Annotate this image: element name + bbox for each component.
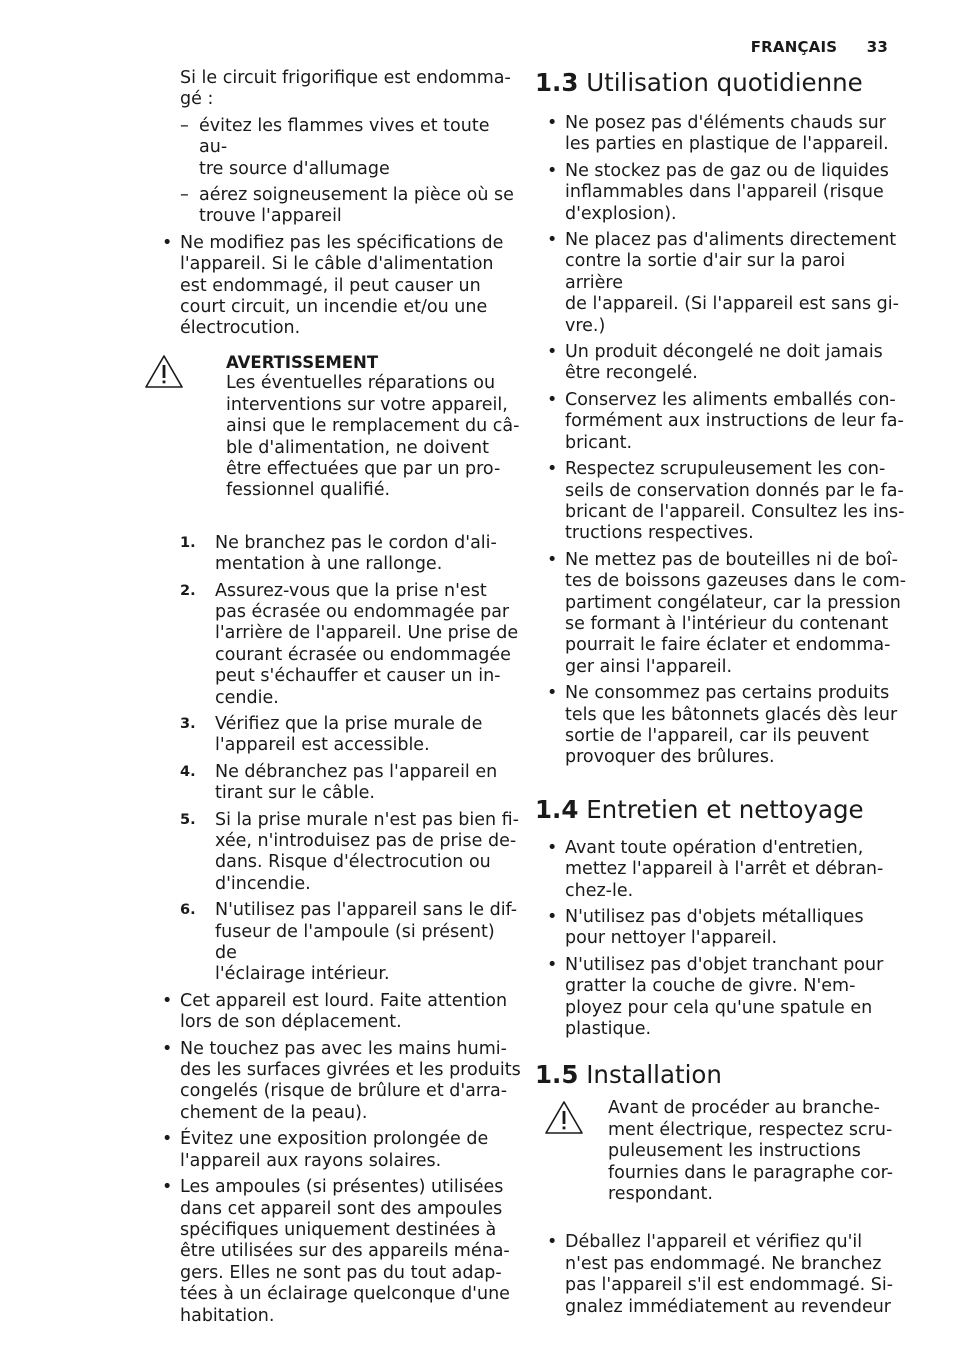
section-title: Utilisation quotidienne [586, 68, 863, 97]
warning-title: AVERTISSEMENT [226, 352, 379, 372]
header-language: FRANÇAIS [750, 38, 838, 56]
numbered-item [150, 533, 522, 576]
section-title: Installation [586, 1060, 722, 1090]
bullet-item: • Ne consommez pas certains produits tels que les bâtonnets glacés dès leur sortie de l'appareil, car ils peuvent provoquer des brûlures. [547, 683, 898, 768]
dash-item-text: évitez les flammes vives et toute au- tre source d'allumage [199, 115, 490, 179]
item-number: 2. [180, 582, 196, 599]
numbered-item [150, 581, 522, 709]
section-heading-1-5 [535, 1060, 907, 1090]
section-title: Entretien et nettoyage [586, 794, 864, 824]
section-heading-1-3 [535, 68, 907, 98]
numbered-item [150, 900, 522, 986]
bullet-item: • Cet appareil est lourd. Faite attention lors de son déplacement. [162, 990, 508, 1033]
bullet-text: Ne touchez pas avec les mains humi- des les surfaces givrées et les produits congelés (risque de brûlure et d'arra- chement de la peau). [180, 1038, 521, 1123]
bullet-item: • Ne modifiez pas les spécifications de l'appareil. Si le câble d'alimentation est endommagé, il peut causer un court circuit, un incendie et/ou une électrocution. [162, 232, 504, 339]
bullet-item: • N'utilisez pas d'objets métalliques pour nettoyer l'appareil. [547, 907, 864, 949]
bullet-text: Déballez l'appareil et vérifiez qu'il n'est pas endommagé. Ne branchez pas l'appareil s'il est endommagé. Si- gnalez immédiatement au revendeur [565, 1232, 894, 1317]
item-text: Assurez-vous que la prise n'est pas écrasée ou endommagée par l'arrière de l'appareil. Une prise de courant écrasée ou endommagée peut s'échauffer et causer un in- cendie. [215, 580, 519, 708]
item-text: Ne branchez pas le cordon d'ali- mentation à une rallonge. [215, 532, 497, 575]
bullet-item: • Ne posez pas d'éléments chauds sur les parties en plastique de l'appareil. [547, 113, 889, 155]
bullet-text: Ne modifiez pas les spécifications de l'appareil. Si le câble d'alimentation est endommagé, il peut causer un court circuit, un incendie et/ou une électrocution. [180, 232, 504, 339]
installation-warning [535, 1098, 907, 1205]
item-number: 4. [180, 763, 196, 780]
dash-item: – évitez les flammes vives et toute au- tre source d'allumage [180, 115, 490, 179]
warning-block [150, 352, 522, 502]
bullet-text: Ne placez pas d'aliments directement contre la sortie d'air sur la paroi arrière de l'appareil. (Si l'appareil est sans gi- vre.) [565, 230, 899, 336]
warning-text: Avant de procéder au branche- ment électrique, respectez scru- puleusement les instructions fournies dans le paragraphe cor- respondant. [608, 1098, 894, 1205]
bullet-text: Évitez une exposition prolongée de l'appareil aux rayons solaires. [180, 1129, 489, 1171]
item-text: Ne débranchez pas l'appareil en tirant sur le câble. [215, 761, 498, 804]
item-text: N'utilisez pas l'appareil sans le dif- fuseur de l'ampoule (si présent) de l'éclairage intérieur. [215, 900, 518, 985]
item-number: 1. [180, 534, 196, 551]
bullet-item: • Ne mettez pas de bouteilles ni de boî- tes de boissons gazeuses dans le com- partiment congélateur, car la pression se formant à l'intérieur du contenant pourrait le faire éclater et endomma- ger ainsi l'appareil. [547, 549, 907, 677]
bullet-item: • Conservez les aliments emballés con- formément aux instructions de leur fa- bricant. [547, 389, 904, 453]
numbered-item [150, 762, 522, 805]
item-text: Vérifiez que la prise murale de l'appareil est accessible. [215, 713, 483, 756]
bullet-item: • Un produit décongelé ne doit jamais être recongelé. [547, 342, 883, 384]
bullet-item: • Les ampoules (si présentes) utilisées dans cet appareil sont des ampoules spécifiques uniquement destinées à être utilisées sur des appareils ména- gers. Elles ne sont pas du tout adap- tées à un éclairage quelconque d'une habitation. [162, 1177, 510, 1326]
right-column [535, 68, 907, 1318]
page-header [751, 38, 888, 56]
intro-text: Si le circuit frigorifique est endomma- gé : [180, 68, 511, 110]
bullet-text: Un produit décongelé ne doit jamais être recongelé. [565, 342, 883, 384]
bullet-text: Ne posez pas d'éléments chauds sur les parties en plastique de l'appareil. [565, 113, 889, 155]
bullet-text: N'utilisez pas d'objets métalliques pour nettoyer l'appareil. [565, 907, 864, 949]
bullet-item: • Ne stockez pas de gaz ou de liquides inflammables dans l'appareil (risque d'explosion). [547, 160, 889, 224]
warning-triangle-icon [544, 1100, 584, 1135]
bullet-text: Ne stockez pas de gaz ou de liquides inflammables dans l'appareil (risque d'explosion). [565, 160, 889, 224]
bullet-item: • Déballez l'appareil et vérifiez qu'il n'est pas endommagé. Ne branchez pas l'appareil s'il est endommagé. Si- gnalez immédiatement au revendeur [547, 1232, 894, 1317]
bullet-item: • Respectez scrupuleusement les con- seils de conservation donnés par le fa- bricant de l'appareil. Consultez les ins- tructions respectives. [547, 459, 905, 544]
numbered-item [150, 810, 522, 896]
bullet-item: • N'utilisez pas d'objet tranchant pour gratter la couche de givre. N'em- ployez pour cela qu'une spatule en plastique. [547, 954, 884, 1040]
bullet-text: Conservez les aliments emballés con- formément aux instructions de leur fa- bricant. [565, 389, 904, 453]
bullet-text: Cet appareil est lourd. Faite attention lors de son déplacement. [180, 990, 508, 1033]
numbered-item [150, 714, 522, 757]
section-number: 1.3 [535, 68, 579, 97]
bullet-text: Avant toute opération d'entretien, mettez l'appareil à l'arrêt et débran- chez-le. [565, 837, 884, 901]
bullet-item: • Ne placez pas d'aliments directement contre la sortie d'air sur la paroi arrière de l'appareil. (Si l'appareil est sans gi- vre.) [547, 230, 899, 336]
warning-text: Les éventuelles réparations ou interventions sur votre appareil, ainsi que le remplacement du câ- ble d'alimentation, ne doivent être effectuées que par un pro- fessionnel qualifié. [226, 373, 520, 501]
item-number: 3. [180, 715, 196, 732]
item-number: 6. [180, 902, 196, 919]
page-number: 33 [866, 38, 888, 56]
bullet-text: Respectez scrupuleusement les con- seils de conservation donnés par le fa- bricant de l'appareil. Consultez les ins- tructions respectives. [565, 459, 905, 544]
bullet-text: Ne consommez pas certains produits tels que les bâtonnets glacés dès leur sortie de l'appareil, car ils peuvent provoquer des brûlures. [565, 683, 898, 768]
section-heading-1-4 [535, 795, 907, 825]
bullet-text: Ne mettez pas de bouteilles ni de boî- tes de boissons gazeuses dans le com- partiment congélateur, car la pression se formant à l'intérieur du contenant pourrait le faire éclater et endomma- ger ainsi l'appareil. [565, 549, 907, 677]
dash-item: – aérez soigneusement la pièce où se trouve l'appareil [180, 185, 514, 227]
dash-item-text: aérez soigneusement la pièce où se trouve l'appareil [199, 185, 514, 227]
bullet-item: • Avant toute opération d'entretien, mettez l'appareil à l'arrêt et débran- chez-le. [547, 837, 884, 901]
bullet-text: Les ampoules (si présentes) utilisées dans cet appareil sont des ampoules spécifiques uniquement destinées à être utilisées sur des appareils ména- gers. Elles ne sont pas du tout adap- tées à un éclairage quelconque d'une habitation. [180, 1177, 510, 1326]
item-number: 5. [180, 811, 196, 828]
section-number: 1.4 [535, 794, 579, 824]
warning-triangle-icon [144, 354, 184, 389]
bullet-item: • Ne touchez pas avec les mains humi- des les surfaces givrées et les produits congelés (risque de brûlure et d'arra- chement de la peau). [162, 1038, 521, 1123]
section-number: 1.5 [535, 1060, 579, 1090]
bullet-item: • Évitez une exposition prolongée de l'appareil aux rayons solaires. [162, 1129, 489, 1171]
left-column [150, 68, 522, 1327]
item-text: Si la prise murale n'est pas bien fi- xée, n'introduisez pas de prise de- dans. Risque d'électrocution ou d'incendie. [215, 809, 519, 894]
bullet-text: N'utilisez pas d'objet tranchant pour gratter la couche de givre. N'em- ployez pour cela qu'une spatule en plastique. [565, 954, 884, 1040]
